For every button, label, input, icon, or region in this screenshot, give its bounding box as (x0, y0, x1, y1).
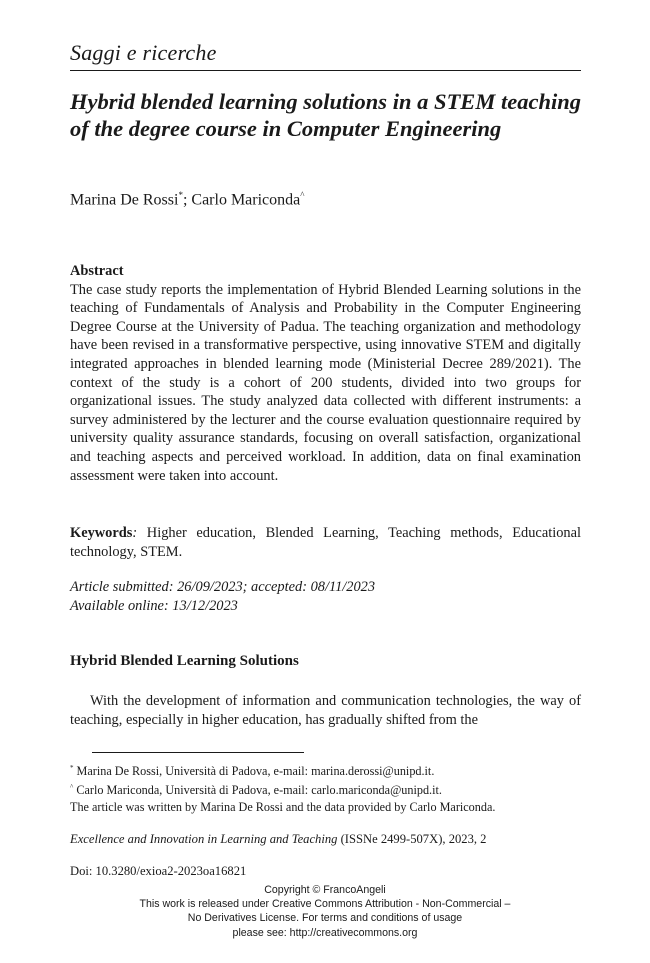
article-title: Hybrid blended learning solutions in a STEM teaching of the degree course in Computer Engineering (70, 89, 581, 141)
footnotes (70, 760, 590, 815)
journal-details: (ISSNe 2499-507X), 2023, 2 (337, 832, 487, 846)
article-dates (70, 578, 375, 615)
journal-citation (70, 832, 486, 847)
footnote-mark: ^ (70, 783, 74, 792)
footnote-mark: * (70, 764, 74, 772)
keywords (70, 524, 581, 561)
license-notice (0, 883, 650, 940)
abstract-section (70, 262, 581, 485)
author-footnote-mark: * (178, 190, 183, 200)
abstract-text: The case study reports the implementation of Hybrid Blended Learning solutions in the teaching of Fundamentals of Analysis and Probability in the Computer Engineering Degree Course at the University of Padua. The teaching organization and methodology have been revised in a transformative perspective, using innovative STEM and digitally integrated approaches in blended learning mode (Ministerial Decree 289/2021). The context of the study is a cohort of 200 students, divided into two groups for organizational issues. The study analyzed data collected with different instruments: a survey administered by the lecturer and the course evaluation questionnaire required by university quality assurance standards, focusing on overall satisfaction, organizational and teaching aspects and perceived workload. In addition, data on final examination assessment were taken into account. (70, 281, 581, 484)
author-separator: ; (182, 191, 192, 209)
keywords-text: Higher education, Blended Learning, Teaching methods, Educational technology, STEM. (70, 525, 581, 560)
abstract-heading: Abstract (70, 263, 124, 279)
submission-dates: Article submitted: 26/09/2023; accepted: 08/11/2023 (70, 579, 376, 595)
keywords-label: Keywords (70, 525, 133, 541)
footnote-2 (70, 779, 590, 798)
body-paragraph: With the development of information and communication technologies, the way of teaching, especially in higher education, has gradually shifted from the (70, 693, 581, 728)
journal-name: Excellence and Innovation in Learning and Teaching (70, 832, 338, 846)
license-line: This work is released under Creative Commons Attribution - Non-Commercial – (139, 898, 511, 911)
license-line: No Derivatives License. For terms and conditions of usage (187, 912, 463, 925)
section-heading: Hybrid Blended Learning Solutions (70, 653, 299, 669)
author-name: Carlo Mariconda (191, 191, 301, 209)
footnote-text: Marina De Rossi, Università di Padova, e-mail: marina.derossi@unipd.it. (73, 764, 435, 779)
header-rule (70, 70, 581, 71)
footnote-1 (70, 760, 590, 779)
license-line: Copyright © FrancoAngeli (264, 884, 386, 896)
footnote-rule (92, 752, 304, 753)
footnote-text: Carlo Mariconda, Università di Padova, e-mail: carlo.mariconda@unipd.it. (73, 783, 442, 798)
doi: Doi: 10.3280/exioa2-2023oa16821 (70, 864, 247, 878)
section-label: Saggi e ricerche (70, 40, 217, 65)
footnote-3: The article was written by Marina De Rossi and the data provided by Carlo Mariconda. (70, 799, 496, 814)
author-list (70, 190, 304, 209)
keywords-colon: : (132, 525, 138, 541)
author-name: Marina De Rossi (70, 191, 179, 209)
online-date: Available online: 13/12/2023 (70, 597, 238, 614)
license-line: please see: http://creativecommons.org (232, 926, 418, 939)
author-footnote-mark: ^ (300, 190, 305, 200)
